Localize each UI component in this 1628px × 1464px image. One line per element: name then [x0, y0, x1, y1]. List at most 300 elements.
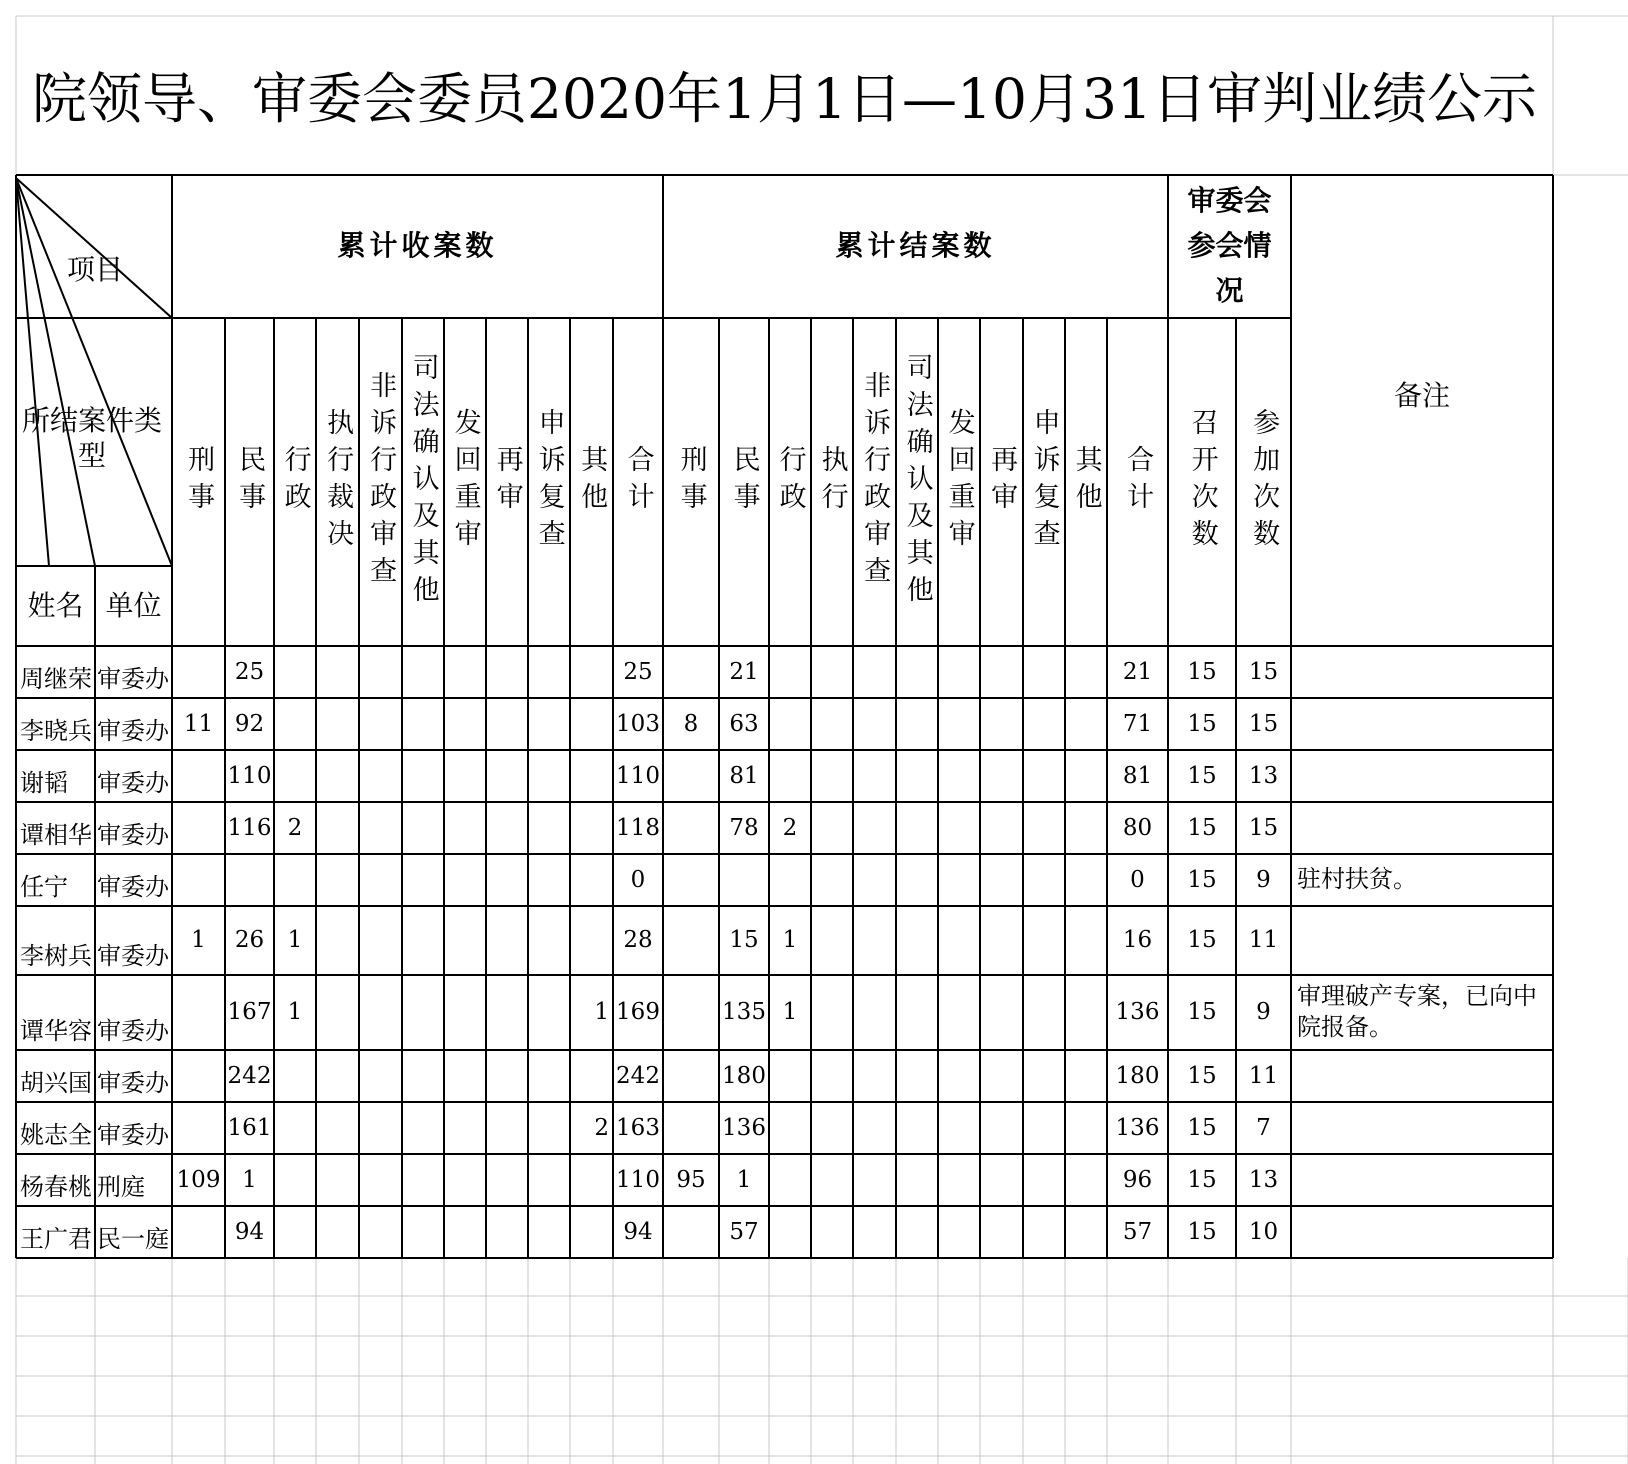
closed-value	[719, 854, 769, 906]
committee-value: 9	[1256, 866, 1271, 893]
diagonal-line	[16, 178, 95, 566]
notes-label: 备注	[1393, 379, 1450, 412]
received-value	[359, 975, 402, 1050]
closed-value: 136	[1115, 999, 1160, 1026]
received-value	[402, 802, 444, 854]
diagonal-line	[16, 178, 172, 566]
closed-value	[1065, 698, 1107, 750]
received-value	[528, 750, 570, 802]
closed-col-header: 司法确认及其他	[901, 352, 933, 612]
person-name: 谢韬	[20, 769, 68, 798]
received-value: 1	[287, 999, 303, 1026]
closed-value	[769, 1102, 811, 1154]
closed-value	[1023, 1102, 1065, 1154]
closed-value	[1023, 1050, 1065, 1102]
diagonal-line	[16, 178, 49, 566]
received-value	[486, 1050, 528, 1102]
received-value	[486, 975, 528, 1050]
person-unit: 审委办	[97, 873, 169, 902]
received-value: 26	[234, 927, 265, 954]
closed-value	[896, 750, 938, 802]
closed-value	[663, 1050, 719, 1102]
received-value: 167	[227, 999, 272, 1026]
closed-value	[1065, 802, 1107, 854]
person-unit: 审委办	[97, 942, 169, 971]
closed-value	[1023, 975, 1065, 1050]
closed-value	[980, 854, 1023, 906]
closed-col-header: 合计	[1122, 445, 1154, 519]
received-value	[444, 802, 486, 854]
closed-value	[853, 646, 896, 698]
closed-value	[980, 906, 1023, 975]
person-unit: 审委办	[97, 1017, 169, 1046]
closed-value: 57	[729, 1218, 759, 1245]
received-value	[444, 646, 486, 698]
closed-value	[938, 1206, 980, 1258]
closed-value: 95	[676, 1166, 706, 1193]
note-text: 驻村扶贫。	[1297, 865, 1417, 894]
closed-value	[896, 975, 938, 1050]
person-unit: 审委办	[97, 665, 169, 694]
closed-value	[1065, 750, 1107, 802]
closed-value	[811, 802, 853, 854]
closed-value	[980, 1050, 1023, 1102]
received-value	[359, 1050, 402, 1102]
received-value	[274, 1206, 316, 1258]
received-value	[402, 1154, 444, 1206]
received-value	[316, 698, 359, 750]
closed-value	[938, 1050, 980, 1102]
received-value: 1	[287, 927, 303, 954]
received-value	[486, 750, 528, 802]
received-value: 1	[594, 999, 609, 1026]
received-col-header: 非诉行政审查	[365, 371, 397, 593]
closed-value: 96	[1122, 1166, 1153, 1193]
closed-col-header: 再审	[986, 445, 1018, 519]
received-col-header: 刑事	[183, 445, 215, 519]
person-unit: 民一庭	[97, 1225, 169, 1254]
person-name: 胡兴国	[20, 1069, 92, 1098]
committee-value: 15	[1187, 1166, 1217, 1193]
committee-value: 15	[1187, 1062, 1217, 1089]
closed-value	[663, 906, 719, 975]
received-value: 110	[616, 762, 660, 789]
closed-value	[853, 1102, 896, 1154]
received-value	[316, 802, 359, 854]
closed-value	[769, 750, 811, 802]
received-group-label: 累计收案数	[337, 229, 498, 263]
closed-value	[853, 1206, 896, 1258]
received-value	[444, 906, 486, 975]
closed-value: 21	[1122, 658, 1153, 685]
received-value: 25	[623, 658, 653, 685]
closed-value	[663, 646, 719, 698]
received-value	[274, 698, 316, 750]
closed-value	[1023, 802, 1065, 854]
received-value	[316, 975, 359, 1050]
closed-value	[980, 802, 1023, 854]
closed-value: 1	[782, 927, 798, 954]
closed-value	[980, 1102, 1023, 1154]
closed-value	[811, 1102, 853, 1154]
received-value	[359, 906, 402, 975]
received-value: 116	[227, 814, 272, 841]
closed-value	[663, 854, 719, 906]
received-value	[570, 1206, 613, 1258]
received-value	[444, 750, 486, 802]
closed-value	[1065, 646, 1107, 698]
received-value	[172, 854, 225, 906]
closed-value	[853, 854, 896, 906]
closed-value	[811, 854, 853, 906]
closed-value	[1065, 1050, 1107, 1102]
closed-value	[896, 1154, 938, 1206]
closed-value	[896, 854, 938, 906]
person-name: 谭华容	[20, 1017, 92, 1046]
received-value	[528, 1050, 570, 1102]
closed-value	[769, 1154, 811, 1206]
name-label: 姓名	[27, 588, 84, 622]
closed-value	[938, 1154, 980, 1206]
received-value	[402, 1102, 444, 1154]
closed-value	[853, 750, 896, 802]
closed-col-header: 行政	[774, 445, 806, 519]
received-value	[172, 646, 225, 698]
closed-value	[811, 698, 853, 750]
case-type-label: 所结案件类型	[22, 403, 163, 472]
received-value: 94	[623, 1218, 653, 1245]
note-text	[1291, 802, 1553, 854]
received-value: 110	[616, 1166, 660, 1193]
received-value: 169	[616, 999, 660, 1026]
note-text	[1291, 1206, 1553, 1258]
note-text: 审理破产专案，已向中院报备。	[1297, 982, 1537, 1042]
note-text	[1291, 1050, 1553, 1102]
received-value: 118	[616, 814, 660, 841]
closed-value	[811, 750, 853, 802]
received-value	[316, 1102, 359, 1154]
received-value: 2	[287, 814, 303, 841]
closed-value: 136	[722, 1114, 766, 1141]
received-col-header: 合计	[622, 445, 654, 519]
received-value	[528, 802, 570, 854]
received-value	[172, 802, 225, 854]
closed-value	[938, 698, 980, 750]
received-value: 103	[616, 710, 660, 737]
person-unit: 审委办	[97, 769, 169, 798]
closed-value: 81	[729, 762, 759, 789]
committee-group-label: 审委会参会情况	[1187, 184, 1272, 307]
received-value	[359, 646, 402, 698]
person-unit: 审委办	[97, 1121, 169, 1150]
closed-value	[938, 854, 980, 906]
closed-value	[980, 1206, 1023, 1258]
closed-value: 21	[729, 658, 759, 685]
received-value: 161	[227, 1114, 272, 1141]
closed-col-header: 民事	[728, 445, 760, 519]
committee-value: 15	[1187, 710, 1217, 737]
received-value	[359, 750, 402, 802]
received-value	[274, 750, 316, 802]
committee-col-header: 参加次数	[1248, 408, 1280, 556]
received-value	[316, 906, 359, 975]
committee-value: 11	[1248, 927, 1279, 954]
received-value	[486, 646, 528, 698]
committee-value: 15	[1187, 927, 1217, 954]
received-value: 1	[242, 1166, 257, 1193]
note-text	[1291, 698, 1553, 750]
closed-value: 57	[1122, 1218, 1153, 1245]
received-value	[528, 1206, 570, 1258]
received-value	[444, 975, 486, 1050]
closed-value	[853, 906, 896, 975]
received-value	[528, 1102, 570, 1154]
closed-value	[896, 802, 938, 854]
closed-group-label: 累计结案数	[835, 229, 996, 263]
received-value	[274, 1050, 316, 1102]
received-value	[172, 1050, 225, 1102]
closed-value	[1065, 854, 1107, 906]
received-value: 109	[176, 1166, 221, 1193]
received-col-header: 司法确认及其他	[407, 352, 439, 612]
received-value	[528, 698, 570, 750]
received-value: 163	[616, 1114, 660, 1141]
closed-value	[1023, 646, 1065, 698]
committee-value: 10	[1248, 1218, 1279, 1245]
unit-label: 单位	[105, 588, 162, 622]
closed-value: 1	[736, 1166, 752, 1193]
closed-value: 71	[1122, 710, 1153, 737]
closed-value	[1023, 1206, 1065, 1258]
closed-value: 180	[722, 1062, 766, 1089]
received-value: 1	[191, 927, 206, 954]
closed-value	[1023, 906, 1065, 975]
received-value	[486, 698, 528, 750]
note-text	[1291, 750, 1553, 802]
received-value	[402, 854, 444, 906]
committee-value: 15	[1187, 1114, 1217, 1141]
closed-value	[769, 1050, 811, 1102]
received-value	[316, 1206, 359, 1258]
received-value	[444, 1206, 486, 1258]
closed-value: 0	[1130, 866, 1145, 893]
closed-value: 81	[1122, 762, 1153, 789]
closed-value	[980, 646, 1023, 698]
committee-value: 15	[1187, 762, 1217, 789]
closed-col-header: 其他	[1070, 445, 1102, 519]
item-label: 项目	[66, 252, 123, 286]
received-value	[570, 906, 613, 975]
received-value: 28	[623, 927, 653, 954]
received-value	[402, 750, 444, 802]
received-value	[528, 1154, 570, 1206]
received-col-header: 申诉复查	[533, 408, 565, 556]
closed-col-header: 非诉行政审查	[859, 371, 891, 593]
received-value	[359, 1154, 402, 1206]
closed-value	[896, 1206, 938, 1258]
closed-value: 80	[1122, 814, 1153, 841]
closed-value	[938, 906, 980, 975]
committee-value: 15	[1248, 710, 1279, 737]
received-value	[359, 802, 402, 854]
committee-value: 9	[1256, 999, 1271, 1026]
received-value	[316, 1050, 359, 1102]
received-value	[172, 1102, 225, 1154]
received-value	[570, 646, 613, 698]
closed-value	[1023, 750, 1065, 802]
received-value	[172, 1206, 225, 1258]
closed-value	[1065, 906, 1107, 975]
received-value	[528, 906, 570, 975]
received-value	[486, 854, 528, 906]
closed-value	[980, 750, 1023, 802]
received-value	[402, 698, 444, 750]
closed-value	[663, 1102, 719, 1154]
received-value	[486, 1154, 528, 1206]
received-value	[486, 802, 528, 854]
person-unit: 刑庭	[97, 1173, 145, 1202]
closed-value	[938, 1102, 980, 1154]
person-name: 姚志全	[20, 1121, 92, 1150]
received-value	[316, 646, 359, 698]
received-value	[570, 1154, 613, 1206]
closed-value	[663, 750, 719, 802]
received-value	[274, 1154, 316, 1206]
received-value: 0	[630, 866, 646, 893]
received-value	[444, 1050, 486, 1102]
received-value	[486, 1206, 528, 1258]
received-value	[486, 1102, 528, 1154]
received-value	[172, 975, 225, 1050]
closed-value	[811, 975, 853, 1050]
received-value	[402, 906, 444, 975]
closed-value	[811, 906, 853, 975]
received-col-header: 民事	[234, 445, 266, 519]
received-col-header: 行政	[279, 445, 311, 519]
received-value	[316, 750, 359, 802]
received-col-header: 再审	[491, 445, 523, 519]
received-col-header: 其他	[576, 445, 608, 519]
closed-value	[769, 646, 811, 698]
received-value	[359, 854, 402, 906]
page-title: 院领导、审委会委员2020年1月1日—10月31日审判业绩公示	[32, 67, 1537, 132]
received-value	[359, 1206, 402, 1258]
received-value	[570, 750, 613, 802]
closed-value: 180	[1115, 1062, 1160, 1089]
closed-value	[853, 802, 896, 854]
closed-value	[663, 802, 719, 854]
note-text	[1291, 646, 1553, 698]
received-value	[172, 750, 225, 802]
closed-value	[1065, 1206, 1107, 1258]
closed-value: 78	[729, 814, 759, 841]
closed-value: 135	[722, 999, 766, 1026]
closed-value	[980, 698, 1023, 750]
closed-col-header: 申诉复查	[1028, 408, 1060, 556]
person-name: 李树兵	[20, 942, 92, 971]
closed-value: 136	[1115, 1114, 1160, 1141]
committee-value: 13	[1248, 1166, 1279, 1193]
closed-value	[853, 975, 896, 1050]
person-name: 杨春桃	[20, 1173, 92, 1202]
received-value	[444, 698, 486, 750]
note-text	[1291, 1102, 1553, 1154]
closed-value	[938, 975, 980, 1050]
received-col-header: 发回重审	[449, 408, 481, 556]
committee-value: 11	[1248, 1062, 1279, 1089]
closed-value: 1	[782, 999, 798, 1026]
person-name: 李晓兵	[20, 717, 92, 746]
received-value	[359, 1102, 402, 1154]
committee-value: 15	[1187, 658, 1217, 685]
received-value	[570, 698, 613, 750]
closed-value: 2	[782, 814, 798, 841]
closed-value	[769, 698, 811, 750]
committee-value: 15	[1187, 866, 1217, 893]
person-unit: 审委办	[97, 1069, 169, 1098]
note-text	[1291, 906, 1553, 975]
closed-value: 15	[729, 927, 759, 954]
received-value	[274, 1102, 316, 1154]
person-name: 王广君	[20, 1225, 92, 1254]
received-col-header: 执行裁决	[322, 408, 354, 556]
committee-value: 13	[1248, 762, 1279, 789]
received-value: 94	[234, 1218, 265, 1245]
person-unit: 审委办	[97, 821, 169, 850]
closed-value	[896, 1102, 938, 1154]
closed-value	[938, 750, 980, 802]
closed-value	[853, 1050, 896, 1102]
person-unit: 审委办	[97, 717, 169, 746]
closed-value	[811, 1050, 853, 1102]
closed-value	[896, 646, 938, 698]
received-value: 25	[234, 658, 265, 685]
closed-col-header: 刑事	[675, 445, 707, 519]
received-value	[486, 906, 528, 975]
received-value	[570, 1050, 613, 1102]
person-name: 任宁	[20, 873, 68, 902]
received-value	[570, 854, 613, 906]
received-value	[274, 854, 316, 906]
received-value	[316, 854, 359, 906]
received-value: 242	[227, 1062, 272, 1089]
received-value	[402, 1050, 444, 1102]
closed-value	[853, 1154, 896, 1206]
closed-value	[1023, 698, 1065, 750]
received-value	[359, 698, 402, 750]
received-value	[402, 1206, 444, 1258]
closed-value	[938, 646, 980, 698]
person-name: 周继荣	[20, 665, 92, 694]
closed-value: 8	[683, 710, 699, 737]
closed-value	[1023, 854, 1065, 906]
closed-value: 16	[1122, 927, 1153, 954]
received-value: 242	[616, 1062, 660, 1089]
closed-value	[811, 1154, 853, 1206]
received-value: 11	[183, 710, 214, 737]
received-value	[225, 854, 274, 906]
received-value: 2	[594, 1114, 609, 1141]
closed-value	[769, 1206, 811, 1258]
closed-value	[1023, 1154, 1065, 1206]
received-value	[274, 646, 316, 698]
closed-value	[769, 854, 811, 906]
closed-value	[811, 1206, 853, 1258]
received-value	[444, 1154, 486, 1206]
received-value	[444, 854, 486, 906]
received-value	[316, 1154, 359, 1206]
committee-value: 15	[1187, 814, 1217, 841]
